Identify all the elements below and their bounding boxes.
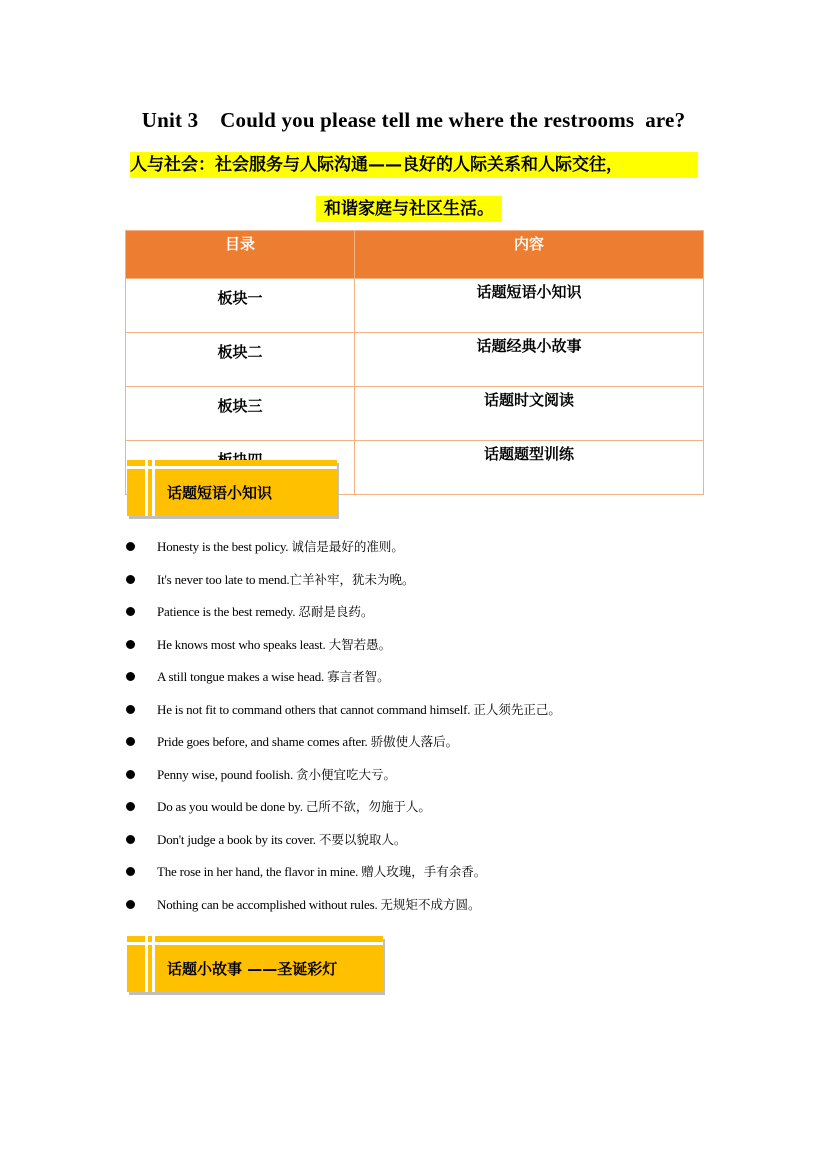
table-row	[126, 279, 704, 333]
phrase-english: Honesty is the best policy.	[157, 539, 292, 554]
toc-section-content: 话题题型训练	[355, 441, 704, 495]
list-item	[126, 794, 726, 827]
decor-line	[145, 936, 148, 992]
decor-line	[152, 936, 155, 992]
phrase-english: Nothing can be accomplished without rules.	[157, 896, 381, 912]
list-item	[126, 729, 726, 762]
bullet-icon	[126, 900, 135, 909]
bullet-icon	[126, 770, 135, 779]
list-item	[126, 827, 726, 860]
decor-line	[127, 466, 337, 469]
phrase-chinese: 寡言者智。	[327, 669, 390, 684]
bullet-icon	[126, 672, 135, 681]
toc-section-name: 板块二	[126, 333, 355, 387]
toc-header-row	[126, 231, 704, 279]
phrase-chinese: 亡羊补牢，犹未为晚。	[289, 571, 415, 587]
phrase-chinese: 正人须先正己。	[473, 701, 561, 717]
phrase-english: Penny wise, pound foolish.	[157, 766, 297, 782]
bullet-icon	[126, 607, 135, 616]
phrase-chinese: 不要以貌取人。	[318, 831, 407, 847]
bullet-icon	[126, 737, 135, 746]
toc-section-content: 话题时文阅读	[355, 387, 704, 441]
phrase-chinese: 忍耐是良药。	[298, 604, 374, 619]
phrase-chinese: 贪小便宜吃大亏。	[296, 766, 397, 782]
table-of-contents	[125, 230, 704, 495]
list-item	[126, 599, 726, 632]
phrase-english: Pride goes before, and shame comes after.	[157, 734, 371, 749]
phrase-chinese: 赠人玫瑰，手有余香。	[361, 864, 487, 879]
phrase-english: Do as you would be done by.	[157, 799, 306, 814]
phrase-english: A still tongue makes a wise head.	[157, 669, 328, 684]
bullet-icon	[126, 867, 135, 876]
phrase-chinese: 诚信是最好的准则。	[291, 539, 404, 554]
phrase-english: He is not fit to command others that cannot command himself.	[157, 701, 474, 717]
page-title: Unit 3 Could you please tell me where the restrooms are?	[141, 108, 686, 132]
table-row	[126, 333, 704, 387]
decor-line	[145, 460, 148, 516]
section-heading-label: 话题短语小知识	[167, 484, 273, 502]
list-item	[126, 762, 726, 795]
bullet-icon	[126, 575, 135, 584]
phrase-english: The rose in her hand, the flavor in mine.	[157, 864, 362, 879]
phrase-english: Don't judge a book by its cover.	[157, 831, 319, 847]
toc-section-content: 话题短语小知识	[355, 279, 704, 333]
list-item	[126, 567, 726, 600]
section-heading-label: 话题小故事 ——圣诞彩灯	[167, 960, 338, 978]
toc-section-name: 板块一	[126, 279, 355, 333]
bullet-icon	[126, 640, 135, 649]
list-item	[126, 892, 726, 925]
bullet-icon	[126, 705, 135, 714]
phrase-english: He knows most who speaks least.	[157, 636, 329, 652]
theme-line-1: 人与社会：社会服务与人际沟通——良好的人际关系和人际交往，	[130, 152, 698, 178]
phrase-chinese: 己所不欲，勿施于人。	[305, 799, 431, 814]
bullet-icon	[126, 542, 135, 551]
bullet-icon	[126, 835, 135, 844]
decor-line	[127, 942, 383, 945]
list-item	[126, 534, 726, 567]
toc-header-content: 内容	[355, 231, 704, 279]
phrase-chinese: 骄傲使人落后。	[370, 734, 459, 749]
list-item	[126, 664, 726, 697]
list-item	[126, 859, 726, 892]
section-heading-story	[127, 936, 383, 992]
phrase-list	[126, 534, 726, 924]
toc-section-name: 板块三	[126, 387, 355, 441]
toc-section-content: 话题经典小故事	[355, 333, 704, 387]
theme-line-2: 和谐家庭与社区生活。	[316, 196, 502, 222]
phrase-english: It's never too late to mend.	[157, 571, 290, 587]
table-row	[126, 387, 704, 441]
phrase-chinese: 大智若愚。	[328, 636, 392, 652]
list-item	[126, 632, 726, 665]
bullet-icon	[126, 802, 135, 811]
list-item	[126, 697, 726, 730]
phrase-english: Patience is the best remedy.	[157, 604, 299, 619]
phrase-chinese: 无规矩不成方圆。	[380, 896, 481, 912]
decor-line	[152, 460, 155, 516]
toc-header-catalog: 目录	[126, 231, 355, 279]
section-heading-phrases	[127, 460, 337, 516]
